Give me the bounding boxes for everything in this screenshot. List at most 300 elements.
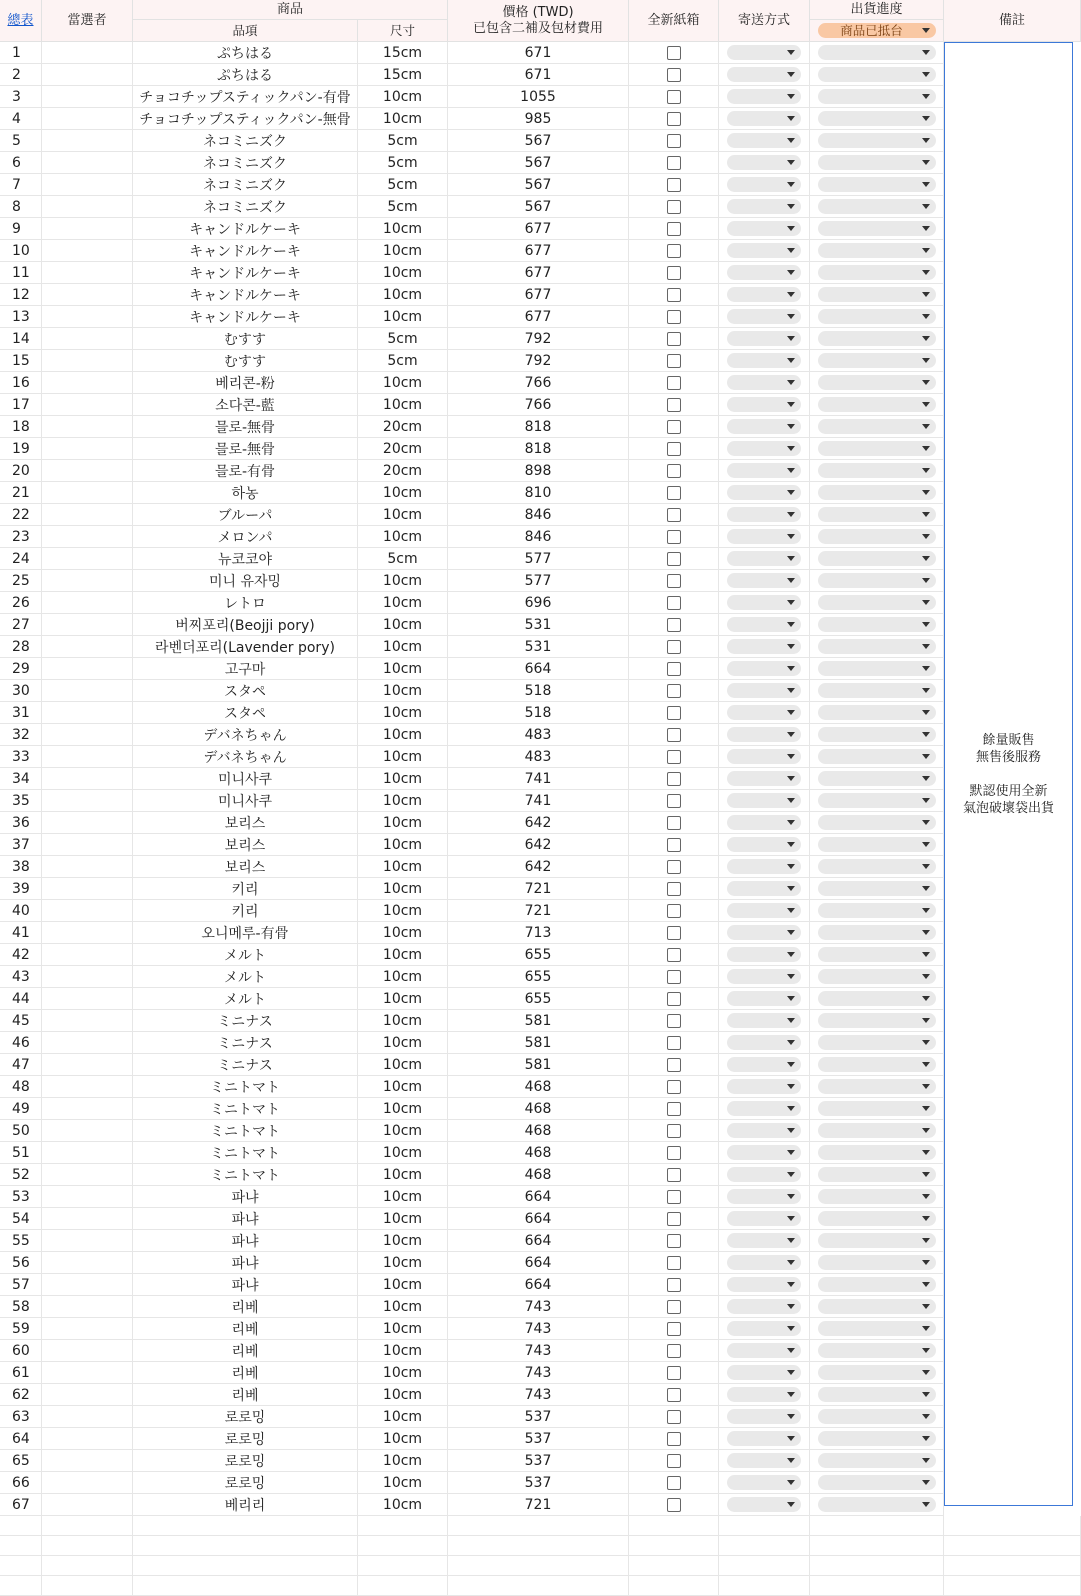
price-cell[interactable]: 664: [448, 1230, 629, 1252]
selector-cell[interactable]: [42, 1340, 133, 1362]
price-cell[interactable]: 567: [448, 130, 629, 152]
row-number[interactable]: 42: [0, 944, 42, 966]
item-cell[interactable]: 키리: [133, 900, 358, 922]
item-cell[interactable]: ブルーパ: [133, 504, 358, 526]
price-cell[interactable]: 567: [448, 152, 629, 174]
price-cell[interactable]: 985: [448, 108, 629, 130]
item-cell[interactable]: 로로밍: [133, 1450, 358, 1472]
price-cell[interactable]: 468: [448, 1076, 629, 1098]
empty-cell[interactable]: [448, 1576, 629, 1596]
progress-dropdown[interactable]: [818, 1035, 936, 1050]
progress-dropdown[interactable]: [818, 727, 936, 742]
price-cell[interactable]: 567: [448, 196, 629, 218]
empty-cell[interactable]: [0, 1556, 42, 1576]
row-number[interactable]: 33: [0, 746, 42, 768]
row-number[interactable]: 30: [0, 680, 42, 702]
new-box-checkbox[interactable]: [667, 684, 681, 698]
item-cell[interactable]: ネコミニズク: [133, 130, 358, 152]
shipping-dropdown[interactable]: [727, 1475, 801, 1490]
item-cell[interactable]: 파냐: [133, 1252, 358, 1274]
size-cell[interactable]: 10cm: [358, 86, 448, 108]
shipping-dropdown[interactable]: [727, 1123, 801, 1138]
price-cell[interactable]: 468: [448, 1164, 629, 1186]
progress-dropdown[interactable]: [818, 991, 936, 1006]
progress-dropdown[interactable]: [818, 1079, 936, 1094]
shipping-dropdown[interactable]: [727, 683, 801, 698]
progress-dropdown[interactable]: [818, 287, 936, 302]
empty-cell[interactable]: [133, 1556, 358, 1576]
row-number[interactable]: 18: [0, 416, 42, 438]
item-cell[interactable]: キャンドルケーキ: [133, 284, 358, 306]
selector-cell[interactable]: [42, 460, 133, 482]
progress-dropdown[interactable]: [818, 925, 936, 940]
item-cell[interactable]: ミニナス: [133, 1054, 358, 1076]
size-cell[interactable]: 15cm: [358, 64, 448, 86]
selector-cell[interactable]: [42, 86, 133, 108]
shipping-dropdown[interactable]: [727, 1167, 801, 1182]
progress-dropdown[interactable]: [818, 705, 936, 720]
size-cell[interactable]: 10cm: [358, 878, 448, 900]
new-box-checkbox[interactable]: [667, 1476, 681, 1490]
selector-cell[interactable]: [42, 64, 133, 86]
shipping-dropdown[interactable]: [727, 419, 801, 434]
price-cell[interactable]: 664: [448, 658, 629, 680]
progress-dropdown[interactable]: [818, 331, 936, 346]
selector-cell[interactable]: [42, 262, 133, 284]
size-cell[interactable]: 10cm: [358, 526, 448, 548]
progress-dropdown[interactable]: [818, 1365, 936, 1380]
row-number[interactable]: 51: [0, 1142, 42, 1164]
empty-cell[interactable]: [810, 1516, 944, 1536]
new-box-checkbox[interactable]: [667, 354, 681, 368]
shipping-dropdown[interactable]: [727, 793, 801, 808]
size-cell[interactable]: 10cm: [358, 636, 448, 658]
item-cell[interactable]: 로로밍: [133, 1428, 358, 1450]
size-header[interactable]: 尺寸: [358, 20, 448, 42]
size-cell[interactable]: 5cm: [358, 174, 448, 196]
new-box-checkbox[interactable]: [667, 904, 681, 918]
price-cell[interactable]: 818: [448, 416, 629, 438]
shipping-dropdown[interactable]: [727, 661, 801, 676]
selector-cell[interactable]: [42, 306, 133, 328]
selector-cell[interactable]: [42, 1274, 133, 1296]
row-number[interactable]: 36: [0, 812, 42, 834]
row-number[interactable]: 2: [0, 64, 42, 86]
new-box-checkbox[interactable]: [667, 464, 681, 478]
shipping-dropdown[interactable]: [727, 89, 801, 104]
size-cell[interactable]: 10cm: [358, 1120, 448, 1142]
shipping-dropdown[interactable]: [727, 177, 801, 192]
new-box-checkbox[interactable]: [667, 1366, 681, 1380]
shipping-dropdown[interactable]: [727, 859, 801, 874]
empty-cell[interactable]: [42, 1536, 133, 1556]
selector-cell[interactable]: [42, 438, 133, 460]
selector-cell[interactable]: [42, 1252, 133, 1274]
notes-merged-cell[interactable]: [944, 42, 1073, 1506]
empty-cell[interactable]: [42, 1556, 133, 1576]
item-header[interactable]: 品項: [133, 20, 358, 42]
price-cell[interactable]: 577: [448, 570, 629, 592]
new-box-checkbox[interactable]: [667, 156, 681, 170]
price-cell[interactable]: 1055: [448, 86, 629, 108]
size-cell[interactable]: 10cm: [358, 1076, 448, 1098]
progress-dropdown[interactable]: [818, 111, 936, 126]
empty-cell[interactable]: [448, 1556, 629, 1576]
progress-dropdown[interactable]: [818, 1343, 936, 1358]
progress-dropdown[interactable]: [818, 1497, 936, 1512]
shipping-dropdown[interactable]: [727, 837, 801, 852]
row-number[interactable]: 29: [0, 658, 42, 680]
shipping-dropdown[interactable]: [727, 1277, 801, 1292]
item-cell[interactable]: キャンドルケーキ: [133, 240, 358, 262]
size-cell[interactable]: 10cm: [358, 504, 448, 526]
progress-dropdown[interactable]: [818, 463, 936, 478]
size-cell[interactable]: 10cm: [358, 1450, 448, 1472]
row-number[interactable]: 54: [0, 1208, 42, 1230]
price-cell[interactable]: 846: [448, 526, 629, 548]
size-cell[interactable]: 10cm: [358, 284, 448, 306]
price-cell[interactable]: 468: [448, 1120, 629, 1142]
shipping-dropdown[interactable]: [727, 969, 801, 984]
shipping-dropdown[interactable]: [727, 1343, 801, 1358]
price-cell[interactable]: 898: [448, 460, 629, 482]
item-cell[interactable]: メロンパ: [133, 526, 358, 548]
size-cell[interactable]: 5cm: [358, 130, 448, 152]
price-cell[interactable]: 537: [448, 1472, 629, 1494]
size-cell[interactable]: 10cm: [358, 1362, 448, 1384]
selector-cell[interactable]: [42, 724, 133, 746]
progress-dropdown[interactable]: [818, 837, 936, 852]
progress-dropdown[interactable]: [818, 89, 936, 104]
new-box-checkbox[interactable]: [667, 1432, 681, 1446]
price-cell[interactable]: 655: [448, 988, 629, 1010]
progress-dropdown[interactable]: [818, 221, 936, 236]
price-cell[interactable]: 655: [448, 944, 629, 966]
progress-dropdown[interactable]: [818, 1299, 936, 1314]
price-cell[interactable]: 743: [448, 1384, 629, 1406]
size-cell[interactable]: 15cm: [358, 42, 448, 64]
item-cell[interactable]: キャンドルケーキ: [133, 262, 358, 284]
item-cell[interactable]: 리베: [133, 1318, 358, 1340]
new-box-checkbox[interactable]: [667, 112, 681, 126]
shipping-dropdown[interactable]: [727, 1079, 801, 1094]
progress-dropdown[interactable]: [818, 375, 936, 390]
progress-dropdown[interactable]: [818, 1277, 936, 1292]
new-box-checkbox[interactable]: [667, 1322, 681, 1336]
item-cell[interactable]: むすす: [133, 350, 358, 372]
progress-dropdown[interactable]: [818, 133, 936, 148]
size-cell[interactable]: 5cm: [358, 196, 448, 218]
new-box-checkbox[interactable]: [667, 838, 681, 852]
empty-cell[interactable]: [629, 1576, 719, 1596]
size-cell[interactable]: 10cm: [358, 1142, 448, 1164]
selector-cell[interactable]: [42, 482, 133, 504]
new-box-checkbox[interactable]: [667, 1212, 681, 1226]
item-cell[interactable]: ミニトマト: [133, 1076, 358, 1098]
empty-cell[interactable]: [42, 1576, 133, 1596]
new-box-checkbox[interactable]: [667, 772, 681, 786]
row-number[interactable]: 50: [0, 1120, 42, 1142]
item-cell[interactable]: メルト: [133, 944, 358, 966]
price-cell[interactable]: 537: [448, 1406, 629, 1428]
item-cell[interactable]: 믈로-無骨: [133, 416, 358, 438]
price-cell[interactable]: 846: [448, 504, 629, 526]
row-number[interactable]: 20: [0, 460, 42, 482]
row-number[interactable]: 28: [0, 636, 42, 658]
size-cell[interactable]: 10cm: [358, 1032, 448, 1054]
shipping-dropdown[interactable]: [727, 881, 801, 896]
new-box-checkbox[interactable]: [667, 288, 681, 302]
progress-dropdown[interactable]: [818, 1475, 936, 1490]
item-cell[interactable]: スタペ: [133, 702, 358, 724]
selector-cell[interactable]: [42, 1450, 133, 1472]
empty-cell[interactable]: [810, 1536, 944, 1556]
price-cell[interactable]: 642: [448, 834, 629, 856]
size-cell[interactable]: 5cm: [358, 152, 448, 174]
progress-dropdown[interactable]: [818, 881, 936, 896]
size-cell[interactable]: 10cm: [358, 262, 448, 284]
new-box-checkbox[interactable]: [667, 46, 681, 60]
new-box-checkbox[interactable]: [667, 1058, 681, 1072]
row-number[interactable]: 59: [0, 1318, 42, 1340]
price-cell[interactable]: 696: [448, 592, 629, 614]
selector-cell[interactable]: [42, 1164, 133, 1186]
progress-dropdown[interactable]: [818, 595, 936, 610]
row-number[interactable]: 41: [0, 922, 42, 944]
shipping-dropdown[interactable]: [727, 903, 801, 918]
row-number[interactable]: 27: [0, 614, 42, 636]
size-cell[interactable]: 5cm: [358, 548, 448, 570]
progress-dropdown[interactable]: [818, 573, 936, 588]
selector-cell[interactable]: [42, 548, 133, 570]
progress-dropdown[interactable]: [818, 639, 936, 654]
row-number[interactable]: 52: [0, 1164, 42, 1186]
row-number[interactable]: 37: [0, 834, 42, 856]
price-cell[interactable]: 483: [448, 724, 629, 746]
selector-cell[interactable]: [42, 108, 133, 130]
selector-cell[interactable]: [42, 900, 133, 922]
empty-cell[interactable]: [629, 1516, 719, 1536]
size-cell[interactable]: 10cm: [358, 372, 448, 394]
progress-dropdown[interactable]: [818, 45, 936, 60]
item-cell[interactable]: 로로밍: [133, 1472, 358, 1494]
progress-dropdown[interactable]: [818, 1101, 936, 1116]
item-cell[interactable]: 리베: [133, 1340, 358, 1362]
new-box-checkbox[interactable]: [667, 222, 681, 236]
size-cell[interactable]: 5cm: [358, 328, 448, 350]
shipping-header[interactable]: 寄送方式: [719, 0, 810, 42]
empty-cell[interactable]: [358, 1576, 448, 1596]
selector-cell[interactable]: [42, 1494, 133, 1516]
item-cell[interactable]: 하농: [133, 482, 358, 504]
empty-cell[interactable]: [42, 1516, 133, 1536]
progress-dropdown[interactable]: [818, 903, 936, 918]
new-box-checkbox[interactable]: [667, 1124, 681, 1138]
empty-cell[interactable]: [358, 1556, 448, 1576]
row-number[interactable]: 65: [0, 1450, 42, 1472]
selector-cell[interactable]: [42, 130, 133, 152]
size-cell[interactable]: 10cm: [358, 812, 448, 834]
new-box-checkbox[interactable]: [667, 90, 681, 104]
new-box-checkbox[interactable]: [667, 640, 681, 654]
price-cell[interactable]: 518: [448, 702, 629, 724]
selector-cell[interactable]: [42, 812, 133, 834]
selector-cell[interactable]: [42, 1318, 133, 1340]
shipping-dropdown[interactable]: [727, 771, 801, 786]
price-cell[interactable]: 581: [448, 1054, 629, 1076]
new-box-checkbox[interactable]: [667, 728, 681, 742]
progress-dropdown[interactable]: [818, 177, 936, 192]
row-number[interactable]: 49: [0, 1098, 42, 1120]
row-number[interactable]: 5: [0, 130, 42, 152]
row-number[interactable]: 56: [0, 1252, 42, 1274]
row-number[interactable]: 16: [0, 372, 42, 394]
selector-cell[interactable]: [42, 834, 133, 856]
size-cell[interactable]: 10cm: [358, 834, 448, 856]
selector-cell[interactable]: [42, 504, 133, 526]
new-box-checkbox[interactable]: [667, 1388, 681, 1402]
price-cell[interactable]: 810: [448, 482, 629, 504]
empty-cell[interactable]: [448, 1516, 629, 1536]
row-number[interactable]: 66: [0, 1472, 42, 1494]
price-cell[interactable]: 468: [448, 1142, 629, 1164]
shipping-dropdown[interactable]: [727, 375, 801, 390]
selector-cell[interactable]: [42, 42, 133, 64]
row-number[interactable]: 55: [0, 1230, 42, 1252]
price-cell[interactable]: 792: [448, 350, 629, 372]
selector-cell[interactable]: [42, 1208, 133, 1230]
row-number[interactable]: 22: [0, 504, 42, 526]
price-cell[interactable]: 743: [448, 1318, 629, 1340]
item-cell[interactable]: 파냐: [133, 1186, 358, 1208]
size-cell[interactable]: 10cm: [358, 944, 448, 966]
size-cell[interactable]: 10cm: [358, 482, 448, 504]
price-cell[interactable]: 721: [448, 900, 629, 922]
size-cell[interactable]: 10cm: [358, 900, 448, 922]
shipping-dropdown[interactable]: [727, 705, 801, 720]
price-cell[interactable]: 671: [448, 42, 629, 64]
shipping-dropdown[interactable]: [727, 727, 801, 742]
new-box-checkbox[interactable]: [667, 596, 681, 610]
empty-cell[interactable]: [944, 1556, 1081, 1576]
new-box-checkbox[interactable]: [667, 178, 681, 192]
item-cell[interactable]: 리베: [133, 1296, 358, 1318]
selector-cell[interactable]: [42, 768, 133, 790]
row-number[interactable]: 32: [0, 724, 42, 746]
new-box-checkbox[interactable]: [667, 244, 681, 258]
shipping-dropdown[interactable]: [727, 1255, 801, 1270]
item-cell[interactable]: ぷちはる: [133, 64, 358, 86]
row-number[interactable]: 3: [0, 86, 42, 108]
size-cell[interactable]: 20cm: [358, 438, 448, 460]
shipping-dropdown[interactable]: [727, 287, 801, 302]
item-cell[interactable]: ぷちはる: [133, 42, 358, 64]
progress-dropdown[interactable]: [818, 771, 936, 786]
size-cell[interactable]: 10cm: [358, 1098, 448, 1120]
size-cell[interactable]: 10cm: [358, 790, 448, 812]
price-cell[interactable]: 677: [448, 306, 629, 328]
price-cell[interactable]: 642: [448, 856, 629, 878]
price-cell[interactable]: 671: [448, 64, 629, 86]
size-cell[interactable]: 10cm: [358, 1384, 448, 1406]
selector-cell[interactable]: [42, 658, 133, 680]
size-cell[interactable]: 10cm: [358, 240, 448, 262]
empty-cell[interactable]: [0, 1536, 42, 1556]
progress-dropdown[interactable]: [818, 1013, 936, 1028]
row-number[interactable]: 14: [0, 328, 42, 350]
row-number[interactable]: 12: [0, 284, 42, 306]
size-cell[interactable]: 10cm: [358, 1406, 448, 1428]
item-cell[interactable]: チョコチップスティックパン-無骨: [133, 108, 358, 130]
selector-cell[interactable]: [42, 1230, 133, 1252]
item-cell[interactable]: 파냐: [133, 1274, 358, 1296]
selector-cell[interactable]: [42, 416, 133, 438]
item-cell[interactable]: デバネちゃん: [133, 724, 358, 746]
notes-header[interactable]: 備註: [944, 0, 1081, 42]
progress-dropdown[interactable]: [818, 551, 936, 566]
empty-cell[interactable]: [358, 1536, 448, 1556]
progress-dropdown[interactable]: [818, 617, 936, 632]
new-box-checkbox[interactable]: [667, 1102, 681, 1116]
selector-cell[interactable]: [42, 1142, 133, 1164]
row-number[interactable]: 35: [0, 790, 42, 812]
price-cell[interactable]: 664: [448, 1186, 629, 1208]
price-cell[interactable]: 741: [448, 790, 629, 812]
new-box-checkbox[interactable]: [667, 376, 681, 390]
shipping-dropdown[interactable]: [727, 45, 801, 60]
shipping-dropdown[interactable]: [727, 1365, 801, 1380]
selector-cell[interactable]: [42, 196, 133, 218]
item-cell[interactable]: 보리스: [133, 812, 358, 834]
new-box-checkbox[interactable]: [667, 1300, 681, 1314]
row-number[interactable]: 8: [0, 196, 42, 218]
price-cell[interactable]: 743: [448, 1362, 629, 1384]
row-number[interactable]: 7: [0, 174, 42, 196]
size-cell[interactable]: 10cm: [358, 856, 448, 878]
item-cell[interactable]: 리베: [133, 1384, 358, 1406]
shipping-dropdown[interactable]: [727, 551, 801, 566]
shipping-dropdown[interactable]: [727, 617, 801, 632]
size-cell[interactable]: 10cm: [358, 746, 448, 768]
progress-dropdown[interactable]: [818, 683, 936, 698]
price-cell[interactable]: 664: [448, 1208, 629, 1230]
progress-dropdown[interactable]: [818, 309, 936, 324]
empty-cell[interactable]: [810, 1556, 944, 1576]
selector-cell[interactable]: [42, 1384, 133, 1406]
shipping-dropdown[interactable]: [727, 573, 801, 588]
empty-cell[interactable]: [133, 1536, 358, 1556]
price-cell[interactable]: 655: [448, 966, 629, 988]
row-number[interactable]: 39: [0, 878, 42, 900]
selector-cell[interactable]: [42, 592, 133, 614]
row-number[interactable]: 4: [0, 108, 42, 130]
price-cell[interactable]: 664: [448, 1252, 629, 1274]
shipping-dropdown[interactable]: [727, 133, 801, 148]
item-cell[interactable]: ネコミニズク: [133, 174, 358, 196]
new-box-header[interactable]: 全新紙箱: [629, 0, 719, 42]
price-cell[interactable]: 766: [448, 394, 629, 416]
new-box-checkbox[interactable]: [667, 398, 681, 412]
row-number[interactable]: 53: [0, 1186, 42, 1208]
row-number[interactable]: 31: [0, 702, 42, 724]
progress-dropdown[interactable]: [818, 1387, 936, 1402]
new-box-checkbox[interactable]: [667, 662, 681, 676]
row-number[interactable]: 34: [0, 768, 42, 790]
product-group-header[interactable]: 商品: [133, 0, 448, 20]
price-cell[interactable]: 664: [448, 1274, 629, 1296]
shipping-dropdown[interactable]: [727, 595, 801, 610]
item-cell[interactable]: レトロ: [133, 592, 358, 614]
